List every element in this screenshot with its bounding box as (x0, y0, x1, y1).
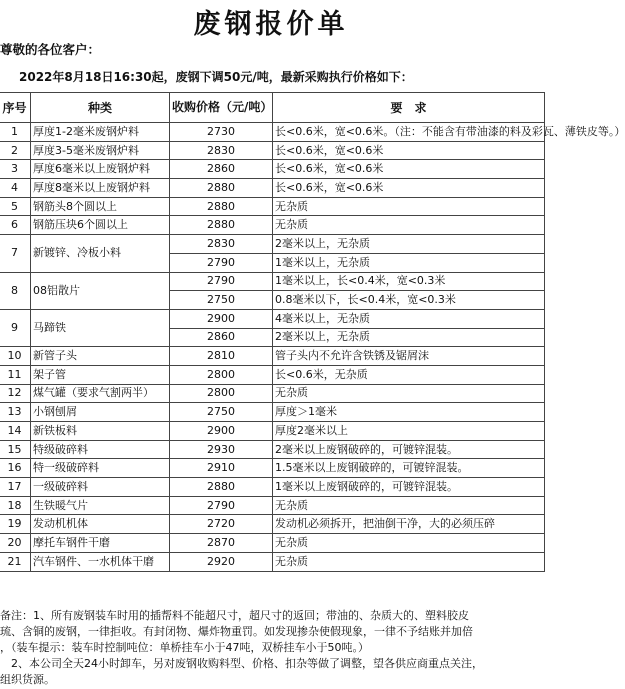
cell-requirement: 长<0.6米，宽<0.6米 (273, 179, 545, 198)
cell-no: 20 (0, 534, 31, 553)
cell-price: 2880 (170, 478, 273, 497)
cell-type: 钢筋头8个圆以上 (31, 197, 170, 216)
cell-requirement: 厚度2毫米以上 (273, 422, 545, 441)
cell-price: 2810 (170, 347, 273, 366)
cell-requirement: 1.5毫米以上废钢破碎的，可镀锌混装。 (273, 459, 545, 478)
cell-type: 厚度1-2毫米废钢炉料 (31, 123, 170, 142)
cell-no: 5 (0, 197, 31, 216)
remark-line: 组织货源。 (0, 673, 55, 686)
cell-type: 厚度8毫米以上废钢炉料 (31, 179, 170, 198)
cell-no: 18 (0, 496, 31, 515)
cell-requirement: 2毫米以上，无杂质 (273, 235, 545, 254)
cell-price: 2870 (170, 534, 273, 553)
table-row (0, 272, 545, 291)
cell-type: 特级破碎料 (31, 440, 170, 459)
cell-price: 2750 (170, 403, 273, 422)
header-type: 种类 (31, 93, 170, 123)
cell-requirement: 2毫米以上，无杂质 (273, 328, 545, 347)
cell-requirement: 无杂质 (273, 534, 545, 553)
cell-type: 摩托车钢件干磨 (31, 534, 170, 553)
cell-no: 17 (0, 478, 31, 497)
cell-no: 10 (0, 347, 31, 366)
cell-type: 新镀锌、冷板小料 (31, 235, 170, 272)
cell-price: 2880 (170, 179, 273, 198)
cell-no: 4 (0, 179, 31, 198)
cell-price: 2930 (170, 440, 273, 459)
cell-no: 6 (0, 216, 31, 235)
cell-price: 2800 (170, 384, 273, 403)
cell-price: 2790 (170, 253, 273, 272)
cell-price: 2750 (170, 291, 273, 310)
table-row (0, 141, 545, 160)
cell-no: 15 (0, 440, 31, 459)
table-row (0, 123, 545, 142)
cell-price: 2790 (170, 272, 273, 291)
cell-price: 2900 (170, 422, 273, 441)
cell-no: 3 (0, 160, 31, 179)
cell-requirement: 无杂质 (273, 197, 545, 216)
cell-requirement: 无杂质 (273, 552, 545, 571)
table-row (0, 197, 545, 216)
price-table (0, 92, 625, 572)
cell-type: 新管子头 (31, 347, 170, 366)
cell-requirement: 无杂质 (273, 216, 545, 235)
table-row (0, 422, 545, 441)
cell-no: 16 (0, 459, 31, 478)
table-row (0, 216, 545, 235)
cell-type: 生铁暖气片 (31, 496, 170, 515)
cell-type: 汽车钢件、一水机体干磨 (31, 552, 170, 571)
remark-line: 琉、含铜的废钢，一律拒收。有封闭物、爆炸物重罚。如发现掺杂使假现象，一律不予结账并加倍 (0, 625, 473, 638)
table-header-row (0, 93, 545, 123)
cell-requirement: 长<0.6米，无杂质 (273, 365, 545, 384)
cell-requirement: 无杂质 (273, 496, 545, 515)
cell-requirement: 长<0.6米，宽<0.6米 (273, 141, 545, 160)
cell-type: 钢筋压块6个圆以上 (31, 216, 170, 235)
table-row (0, 459, 545, 478)
table-row (0, 365, 545, 384)
cell-requirement: 无杂质 (273, 384, 545, 403)
cell-requirement: 0.8毫米以下，长<0.4米，宽<0.3米 (273, 291, 545, 310)
cell-no: 8 (0, 272, 31, 309)
cell-no: 1 (0, 123, 31, 142)
cell-no: 21 (0, 552, 31, 571)
cell-requirement: 1毫米以上，长<0.4米，宽<0.3米 (273, 272, 545, 291)
table-row (0, 496, 545, 515)
cell-price: 2880 (170, 216, 273, 235)
cell-type: 小钢刨屑 (31, 403, 170, 422)
remark-line: 备注：1、所有废钢装车时用的插帮料不能超尺寸，超尺寸的返回；带油的、杂质大的、塑料胶皮 (0, 609, 469, 622)
table-row (0, 478, 545, 497)
cell-no: 7 (0, 235, 31, 272)
cell-price: 2920 (170, 552, 273, 571)
table-row (0, 515, 545, 534)
cell-price: 2860 (170, 328, 273, 347)
cell-type: 特一级破碎料 (31, 459, 170, 478)
cell-price: 2730 (170, 123, 273, 142)
cell-price: 2880 (170, 197, 273, 216)
cell-price: 2830 (170, 235, 273, 254)
table-row (0, 160, 545, 179)
remark-line: 2、本公司全天24小时卸车，另对废钢收购料型、价格、扣杂等做了调整，望各供应商重点关注， (0, 657, 483, 670)
cell-requirement: 长<0.6米，宽<0.6米。（注：不能含有带油漆的料及彩瓦、薄铁皮等。） (273, 123, 545, 142)
cell-no: 13 (0, 403, 31, 422)
table-row (0, 384, 545, 403)
cell-type: 新铁板料 (31, 422, 170, 441)
header-requirement: 要 求 (273, 93, 545, 123)
table-row (0, 440, 545, 459)
remark-line: ，（装车提示：装车时控制吨位：单桥挂车小于47吨，双桥挂车小于50吨。） (0, 641, 369, 654)
header-no: 序号 (0, 93, 31, 123)
table-row (0, 309, 545, 328)
cell-type: 发动机机体 (31, 515, 170, 534)
cell-no: 19 (0, 515, 31, 534)
cell-price: 2910 (170, 459, 273, 478)
cell-requirement: 4毫米以上，无杂质 (273, 309, 545, 328)
cell-type: 一级破碎料 (31, 478, 170, 497)
cell-no: 2 (0, 141, 31, 160)
remarks (0, 608, 550, 688)
cell-type: 煤气罐（要求气割两半） (31, 384, 170, 403)
table-row (0, 534, 545, 553)
table-row (0, 235, 545, 254)
table-row (0, 179, 545, 198)
cell-no: 9 (0, 309, 31, 346)
greeting: 尊敬的各位客户： (0, 42, 101, 57)
page-title: 废钢报价单 (193, 9, 349, 40)
cell-price: 2830 (170, 141, 273, 160)
cell-requirement: 管子头内不允许含铁锈及锯屑沫 (273, 347, 545, 366)
cell-type: 马蹄铁 (31, 309, 170, 346)
cell-price: 2800 (170, 365, 273, 384)
cell-requirement: 长<0.6米，宽<0.6米 (273, 160, 545, 179)
cell-requirement: 厚度＞1毫米 (273, 403, 545, 422)
table-row (0, 403, 545, 422)
cell-type: 08铝散片 (31, 272, 170, 309)
cell-price: 2720 (170, 515, 273, 534)
cell-type: 厚度6毫米以上废钢炉料 (31, 160, 170, 179)
cell-requirement: 2毫米以上废钢破碎的，可镀锌混装。 (273, 440, 545, 459)
table-body (0, 123, 625, 572)
cell-no: 11 (0, 365, 31, 384)
price-notice: 2022年8月18日16:30起，废钢下调50元/吨，最新采购执行价格如下： (19, 70, 413, 84)
header-price: 收购价格（元/吨） (170, 93, 273, 123)
cell-no: 14 (0, 422, 31, 441)
cell-type: 架子管 (31, 365, 170, 384)
cell-price: 2860 (170, 160, 273, 179)
cell-requirement: 1毫米以上废钢破碎的，可镀锌混装。 (273, 478, 545, 497)
cell-no: 12 (0, 384, 31, 403)
cell-price: 2900 (170, 309, 273, 328)
cell-requirement: 1毫米以上，无杂质 (273, 253, 545, 272)
table-row (0, 347, 545, 366)
table-row (0, 552, 545, 571)
cell-price: 2790 (170, 496, 273, 515)
cell-type: 厚度3-5毫米废钢炉料 (31, 141, 170, 160)
cell-requirement: 发动机必须拆开，把油倒干净，大的必须压碎 (273, 515, 545, 534)
